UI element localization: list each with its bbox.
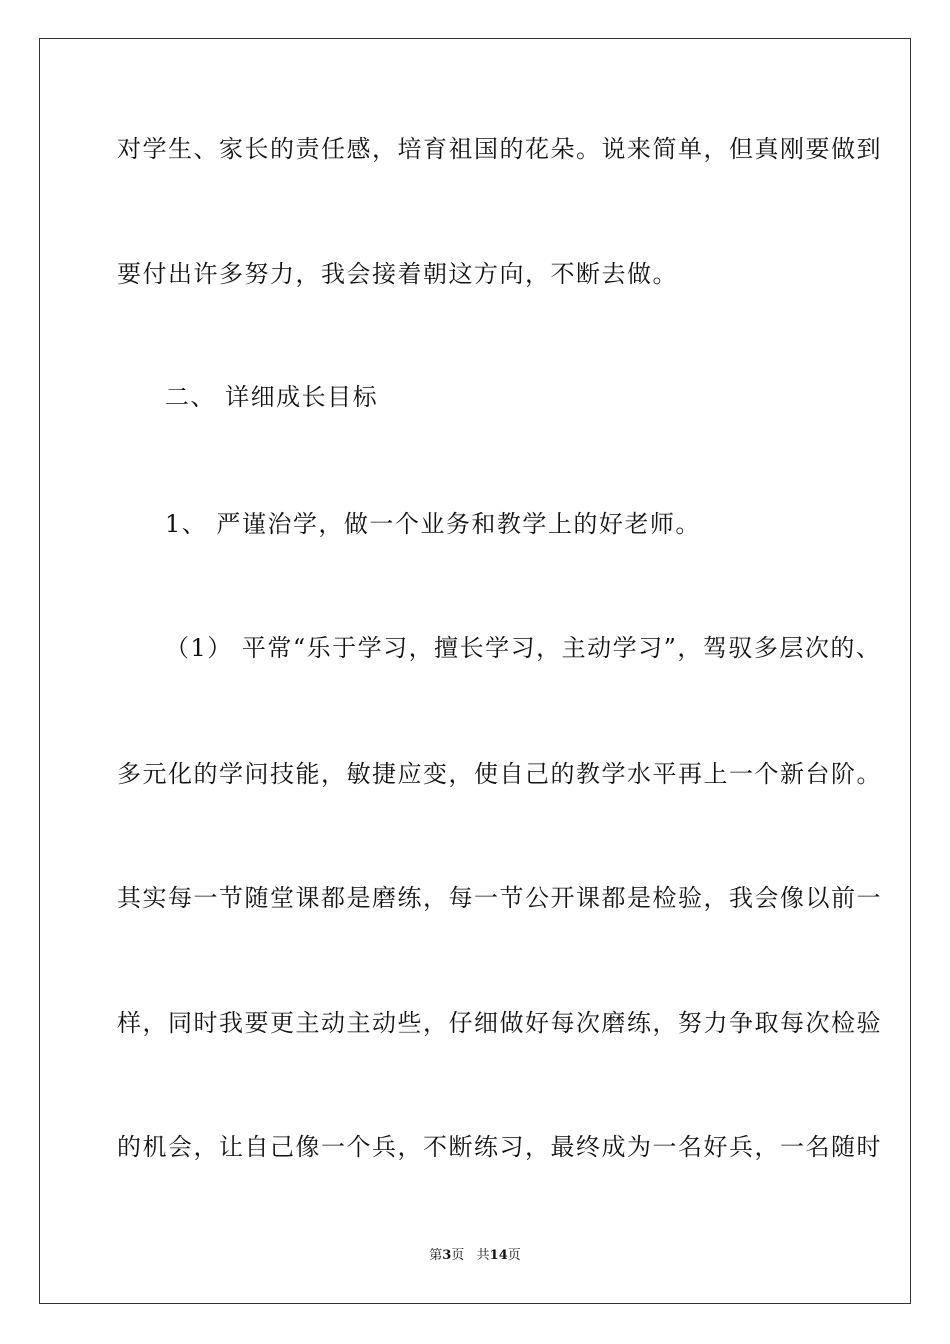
current-page-number: 3 xyxy=(442,1248,452,1263)
total-pages-number: 14 xyxy=(489,1248,508,1263)
body-line-2: 要付出许多努力，我会接着朝这方向，不断去做。 xyxy=(117,260,678,288)
footer-prefix: 第 xyxy=(429,1248,443,1263)
section-heading: 二、 详细成长目标 xyxy=(165,383,379,411)
page-footer xyxy=(0,1248,950,1264)
subsection-heading: 1、 严谨治学，做一个业务和教学上的好老师。 xyxy=(165,510,701,538)
body-line-8: 样，同时我要更主动主动些，仔细做好每次磨练，努力争取每次检验 xyxy=(117,1009,882,1037)
body-line-7: 其实每一节随堂课都是磨练，每一节公开课都是检验，我会像以前一 xyxy=(117,884,882,912)
page-border xyxy=(39,38,911,1304)
footer-suffix: 页 xyxy=(507,1248,521,1263)
body-line-1: 对学生、家长的责任感，培育祖国的花朵。说来简单，但真刚要做到 xyxy=(117,135,882,163)
body-line-5: （1） 平常“乐于学习，擅长学习，主动学习”，驾驭多层次的、 xyxy=(165,634,882,662)
footer-middle: 页 共 xyxy=(451,1248,490,1263)
body-line-9: 的机会，让自己像一个兵，不断练习，最终成为一名好兵，一名随时 xyxy=(117,1133,882,1161)
body-line-6: 多元化的学问技能，敏捷应变，使自己的教学水平再上一个新台阶。 xyxy=(117,760,882,788)
